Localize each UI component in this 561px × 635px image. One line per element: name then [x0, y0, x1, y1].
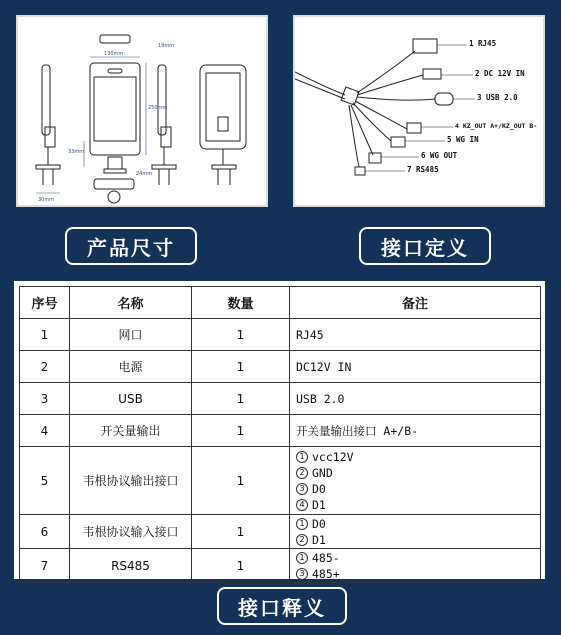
cell-quantity: 1 — [192, 515, 290, 549]
cell-notes — [290, 515, 541, 549]
cell-notes — [290, 549, 541, 583]
circled-number: 4 — [296, 499, 308, 511]
cell-quantity: 1 — [192, 319, 290, 351]
header-quantity: 数量 — [192, 287, 290, 319]
wire-label: WG OUT — [430, 151, 458, 160]
note-line — [296, 449, 540, 465]
dim-label: 19mm — [158, 43, 175, 49]
circled-number: 1 — [296, 552, 308, 564]
wire-num: 6 — [421, 151, 426, 160]
cell-notes — [290, 351, 541, 383]
note-text: DC12V IN — [296, 359, 352, 374]
cell-name: 电源 — [70, 351, 192, 383]
note-text: D0 — [312, 516, 326, 531]
circled-number: 1 — [296, 518, 308, 530]
table-row — [20, 447, 541, 515]
cell-quantity: 1 — [192, 549, 290, 583]
cell-notes — [290, 319, 541, 351]
cell-index: 3 — [20, 383, 70, 415]
note-line — [296, 550, 540, 566]
table-header-row — [20, 287, 541, 319]
circled-number: 2 — [296, 467, 308, 479]
table-row — [20, 351, 541, 383]
wire-label: KZ_OUT A+/KZ_OUT B- — [462, 122, 538, 130]
table-row — [20, 515, 541, 549]
note-text: 开关量输出接口 A+/B- — [296, 423, 419, 438]
note-text: D0 — [312, 481, 326, 496]
cell-quantity: 1 — [192, 383, 290, 415]
cell-name: 韦根协议输出接口 — [70, 447, 192, 515]
dim-label: 24mm — [136, 171, 153, 177]
cell-name: 网口 — [70, 319, 192, 351]
section-title-product-size: 产品尺寸 — [65, 227, 197, 265]
cell-name: 韦根协议输入接口 — [70, 515, 192, 549]
cell-name: USB — [70, 383, 192, 415]
table-row — [20, 415, 541, 447]
note-line — [296, 359, 540, 375]
note-line — [296, 516, 540, 532]
note-text: USB 2.0 — [296, 391, 345, 406]
cell-index: 1 — [20, 319, 70, 351]
circled-number: 3 — [296, 568, 308, 580]
svg-text:2 DC 12V IN — [475, 69, 525, 78]
cell-index: 6 — [20, 515, 70, 549]
svg-text:4 KZ_OUT A+/KZ_OUT B- — [455, 122, 537, 130]
circled-number: 3 — [296, 483, 308, 495]
note-line — [296, 423, 540, 439]
dim-label: 130mm — [104, 51, 124, 57]
note-line — [296, 497, 540, 513]
note-text: D1 — [312, 497, 326, 512]
section-title-interface-explanation: 接口释义 — [217, 587, 347, 625]
svg-text:6 WG OUT — [421, 151, 458, 160]
svg-text:3 USB 2.0 — [477, 93, 518, 102]
note-line — [296, 391, 540, 407]
cell-index: 7 — [20, 549, 70, 583]
note-text: vcc12V — [312, 449, 354, 464]
note-line — [296, 532, 540, 548]
note-text: 485- — [312, 550, 340, 565]
header-name: 名称 — [70, 287, 192, 319]
cell-index: 2 — [20, 351, 70, 383]
dim-label: 33mm — [68, 149, 85, 155]
cell-index: 5 — [20, 447, 70, 515]
svg-text:1 RJ45 — [469, 39, 496, 48]
dim-label: 250mm — [148, 105, 168, 111]
cell-quantity: 1 — [192, 447, 290, 515]
note-text: RJ45 — [296, 327, 324, 342]
wire-label: RS485 — [416, 165, 439, 174]
note-text: 485+ — [312, 566, 340, 581]
svg-text:5 WG IN — [447, 135, 479, 144]
note-line — [296, 327, 540, 343]
cell-quantity: 1 — [192, 351, 290, 383]
circled-number: 1 — [296, 451, 308, 463]
cell-notes — [290, 447, 541, 515]
table-body — [20, 319, 541, 583]
header-index: 序号 — [20, 287, 70, 319]
table-row — [20, 383, 541, 415]
header-notes: 备注 — [290, 287, 541, 319]
section-title-interface-definition: 接口定义 — [359, 227, 491, 265]
cell-notes — [290, 383, 541, 415]
cell-name: 开关量输出 — [70, 415, 192, 447]
cell-quantity: 1 — [192, 415, 290, 447]
cell-index: 4 — [20, 415, 70, 447]
interface-wiring-drawing — [293, 15, 545, 207]
wire-label: USB 2.0 — [486, 93, 518, 102]
svg-text:7 RS485 — [407, 165, 439, 174]
cell-notes — [290, 415, 541, 447]
wire-num: 2 — [475, 69, 480, 78]
wire-label: DC 12V IN — [484, 69, 525, 78]
wire-num: 5 — [447, 135, 452, 144]
wire-num: 1 — [469, 39, 474, 48]
cell-name: RS485 — [70, 549, 192, 583]
wire-num: 7 — [407, 165, 412, 174]
dimension-drawing-svg — [18, 17, 266, 205]
table-row — [20, 549, 541, 583]
note-text: GND — [312, 465, 333, 480]
table-row — [20, 319, 541, 351]
wiring-drawing-svg — [295, 17, 543, 205]
wire-num: 4 — [455, 122, 459, 130]
note-line — [296, 481, 540, 497]
product-dimension-drawing — [16, 15, 268, 207]
wire-label: WG IN — [456, 135, 479, 144]
interface-table — [19, 286, 541, 583]
wire-num: 3 — [477, 93, 482, 102]
note-line — [296, 566, 540, 582]
wire-label: RJ45 — [478, 39, 497, 48]
note-text: D1 — [312, 532, 326, 547]
note-line — [296, 465, 540, 481]
interface-table-container — [14, 281, 545, 579]
dim-label: 30mm — [38, 197, 55, 203]
circled-number: 2 — [296, 534, 308, 546]
